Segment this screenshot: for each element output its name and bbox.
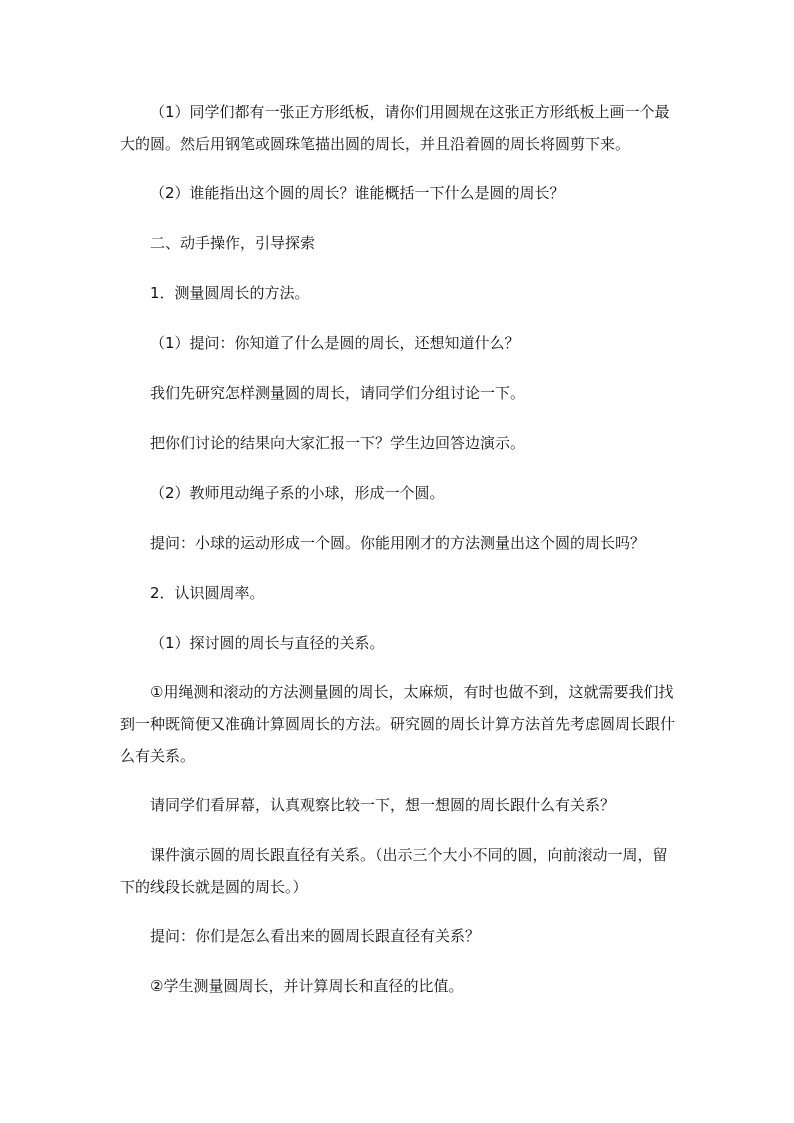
paragraph-how-did-you-see: 提问：你们是怎么看出来的圆周长跟直径有关系？: [150, 927, 481, 945]
paragraph-look-at-screen: 请同学们看屏幕，认真观察比较一下，想一想圆的周长跟什么有关系？: [150, 796, 616, 814]
paragraph-courseware-demo: 课件演示圆的周长跟直径有关系。（出示三个大小不同的圆，向前滚动一周，留下的线段长就是圆的周长。）: [120, 846, 668, 896]
paragraph-ball-question: 提问：小球的运动形成一个圆。你能用刚才的方法测量出这个圆的周长吗？: [150, 534, 646, 552]
section-heading-hands-on: 二、动手操作，引导探索: [150, 234, 316, 252]
paragraph-group-discussion: 我们先研究怎样测量圆的周长，请同学们分组讨论一下。: [150, 384, 526, 402]
paragraph-report-results: 把你们讨论的结果向大家汇报一下？学生边回答边演示。: [150, 434, 526, 452]
paragraph-swing-ball: （2）教师甩动绳子系的小球，形成一个圆。: [150, 484, 445, 502]
paragraph-rope-rolling: ①用绳测和滚动的方法测量圆的周长，太麻烦，有时也做不到，这就需要我们找到一种既简便又准确计算圆周长的方法。研究圆的周长计算方法首先考虑圆周长跟什么有关系。: [120, 683, 676, 765]
subheading-pi: 2．认识圆周率。: [150, 584, 265, 602]
subheading-measure-method: 1．测量圆周长的方法。: [150, 284, 310, 302]
paragraph-draw-circle: （1）同学们都有一张正方形纸板，请你们用圆规在这张正方形纸板上画一个最大的圆。然后用钢笔或圆珠笔描出圆的周长，并且沿着圆的周长将圆剪下来。: [120, 103, 670, 153]
paragraph-circumference-question: （2）谁能指出这个圆的周长？谁能概括一下什么是圆的周长？: [150, 184, 565, 202]
paragraph-question-what-next: （1）提问：你知道了什么是圆的周长，还想知道什么？: [150, 334, 520, 352]
paragraph-measure-ratio: ②学生测量圆周长，并计算周长和直径的比值。: [150, 977, 464, 995]
paragraph-explore-relation: （1）探讨圆的周长与直径的关系。: [150, 634, 385, 652]
